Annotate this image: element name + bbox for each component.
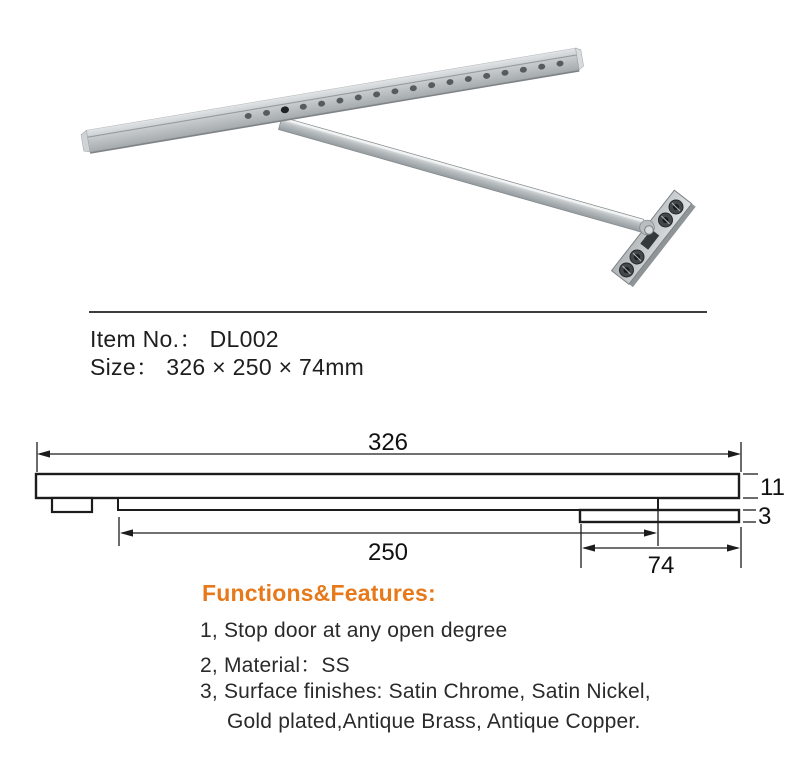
size-value: 326 × 250 × 74mm — [166, 354, 365, 380]
screw — [669, 200, 683, 214]
dim-label-bar-thickness: 11 — [760, 474, 785, 501]
dim-label-arm-length: 250 — [367, 539, 409, 566]
size-line — [90, 349, 364, 382]
screw — [620, 263, 634, 277]
dimension-11 — [743, 474, 758, 498]
dim-label-arm-thickness: 3 — [758, 503, 772, 530]
separator-line — [89, 311, 707, 313]
drawing-bracket-block — [52, 498, 92, 512]
drawing-arm — [118, 498, 658, 510]
item-no-label: Item No.： — [90, 326, 203, 352]
features-heading: Functions&Features: — [202, 580, 436, 606]
feature-item-continuation: Gold plated,Antique Brass, Antique Copper. — [227, 710, 641, 733]
support-arm — [278, 117, 654, 235]
dim-label-length: 326 — [367, 429, 409, 456]
product-photo — [0, 0, 800, 320]
feature-item: 2, Material：SS — [200, 654, 350, 677]
feature-item: 1, Stop door at any open degree — [200, 619, 508, 642]
pivot-rivet — [645, 226, 654, 235]
dimension-drawing — [0, 420, 800, 580]
mounting-bracket — [612, 190, 696, 287]
size-label: Size： — [90, 354, 160, 380]
screw — [659, 213, 673, 227]
drawing-main-bar — [36, 474, 739, 498]
screw — [630, 250, 644, 264]
drawing-slide-piece — [580, 510, 739, 522]
item-no-value: DL002 — [209, 326, 279, 352]
feature-item: 3, Surface finishes: Satin Chrome, Satin Nickel, — [200, 680, 651, 703]
dim-label-bracket-length: 74 — [647, 552, 675, 579]
dimension-3 — [743, 510, 756, 522]
